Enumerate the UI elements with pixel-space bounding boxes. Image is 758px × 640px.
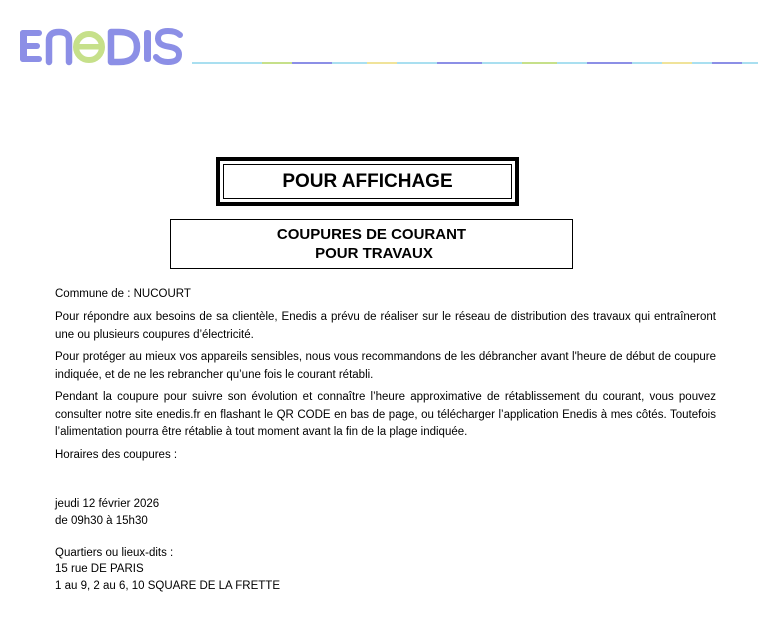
enedis-logo (18, 26, 186, 66)
paragraph-3: Pendant la coupure pour suivre son évolution et connaître l’heure approximative de rétablissement du courant, vous pouvez consulter notre site enedis.fr en flashant le QR CODE en bas de page, ou télécharger l’application Enedis à mes côtés. Toutefois l’alimentation pourra être rétablie à tout moment avant la fin de la plage indiquée. (55, 391, 716, 438)
paragraph-2: Pour protéger au mieux vos appareils sensibles, nous vous recommandons de les débrancher avant l'heure de début de coupure indiquée, et de ne les rebrancher qu’une fois le courant rétabli. (55, 351, 716, 381)
commune-line: Commune de : NUCOURT (55, 288, 191, 300)
subtitle-line-2: POUR TRAVAUX (315, 245, 433, 262)
subtitle-line-1: COUPURES DE COURANT (276, 226, 467, 243)
header-decorative-line (192, 60, 758, 66)
horaires-label: Horaires des coupures : (55, 449, 178, 461)
paragraph-1: Pour répondre aux besoins de sa clientèle, Enedis a prévu de réaliser sur le réseau de distribution des travaux qui entraîneront une ou plusieurs coupures d’électricité. (55, 311, 716, 341)
title-box (216, 157, 519, 206)
subtitle-box (170, 219, 573, 269)
address-line-1: 15 rue DE PARIS (55, 563, 144, 575)
outage-date: jeudi 12 février 2026 (55, 498, 160, 510)
quartiers-label: Quartiers ou lieux-dits : (55, 547, 174, 559)
title-text: POUR AFFICHAGE (223, 164, 512, 199)
outage-time-range: de 09h30 à 15h30 (55, 515, 148, 527)
address-line-2: 1 au 9, 2 au 6, 10 SQUARE DE LA FRETTE (55, 580, 280, 592)
